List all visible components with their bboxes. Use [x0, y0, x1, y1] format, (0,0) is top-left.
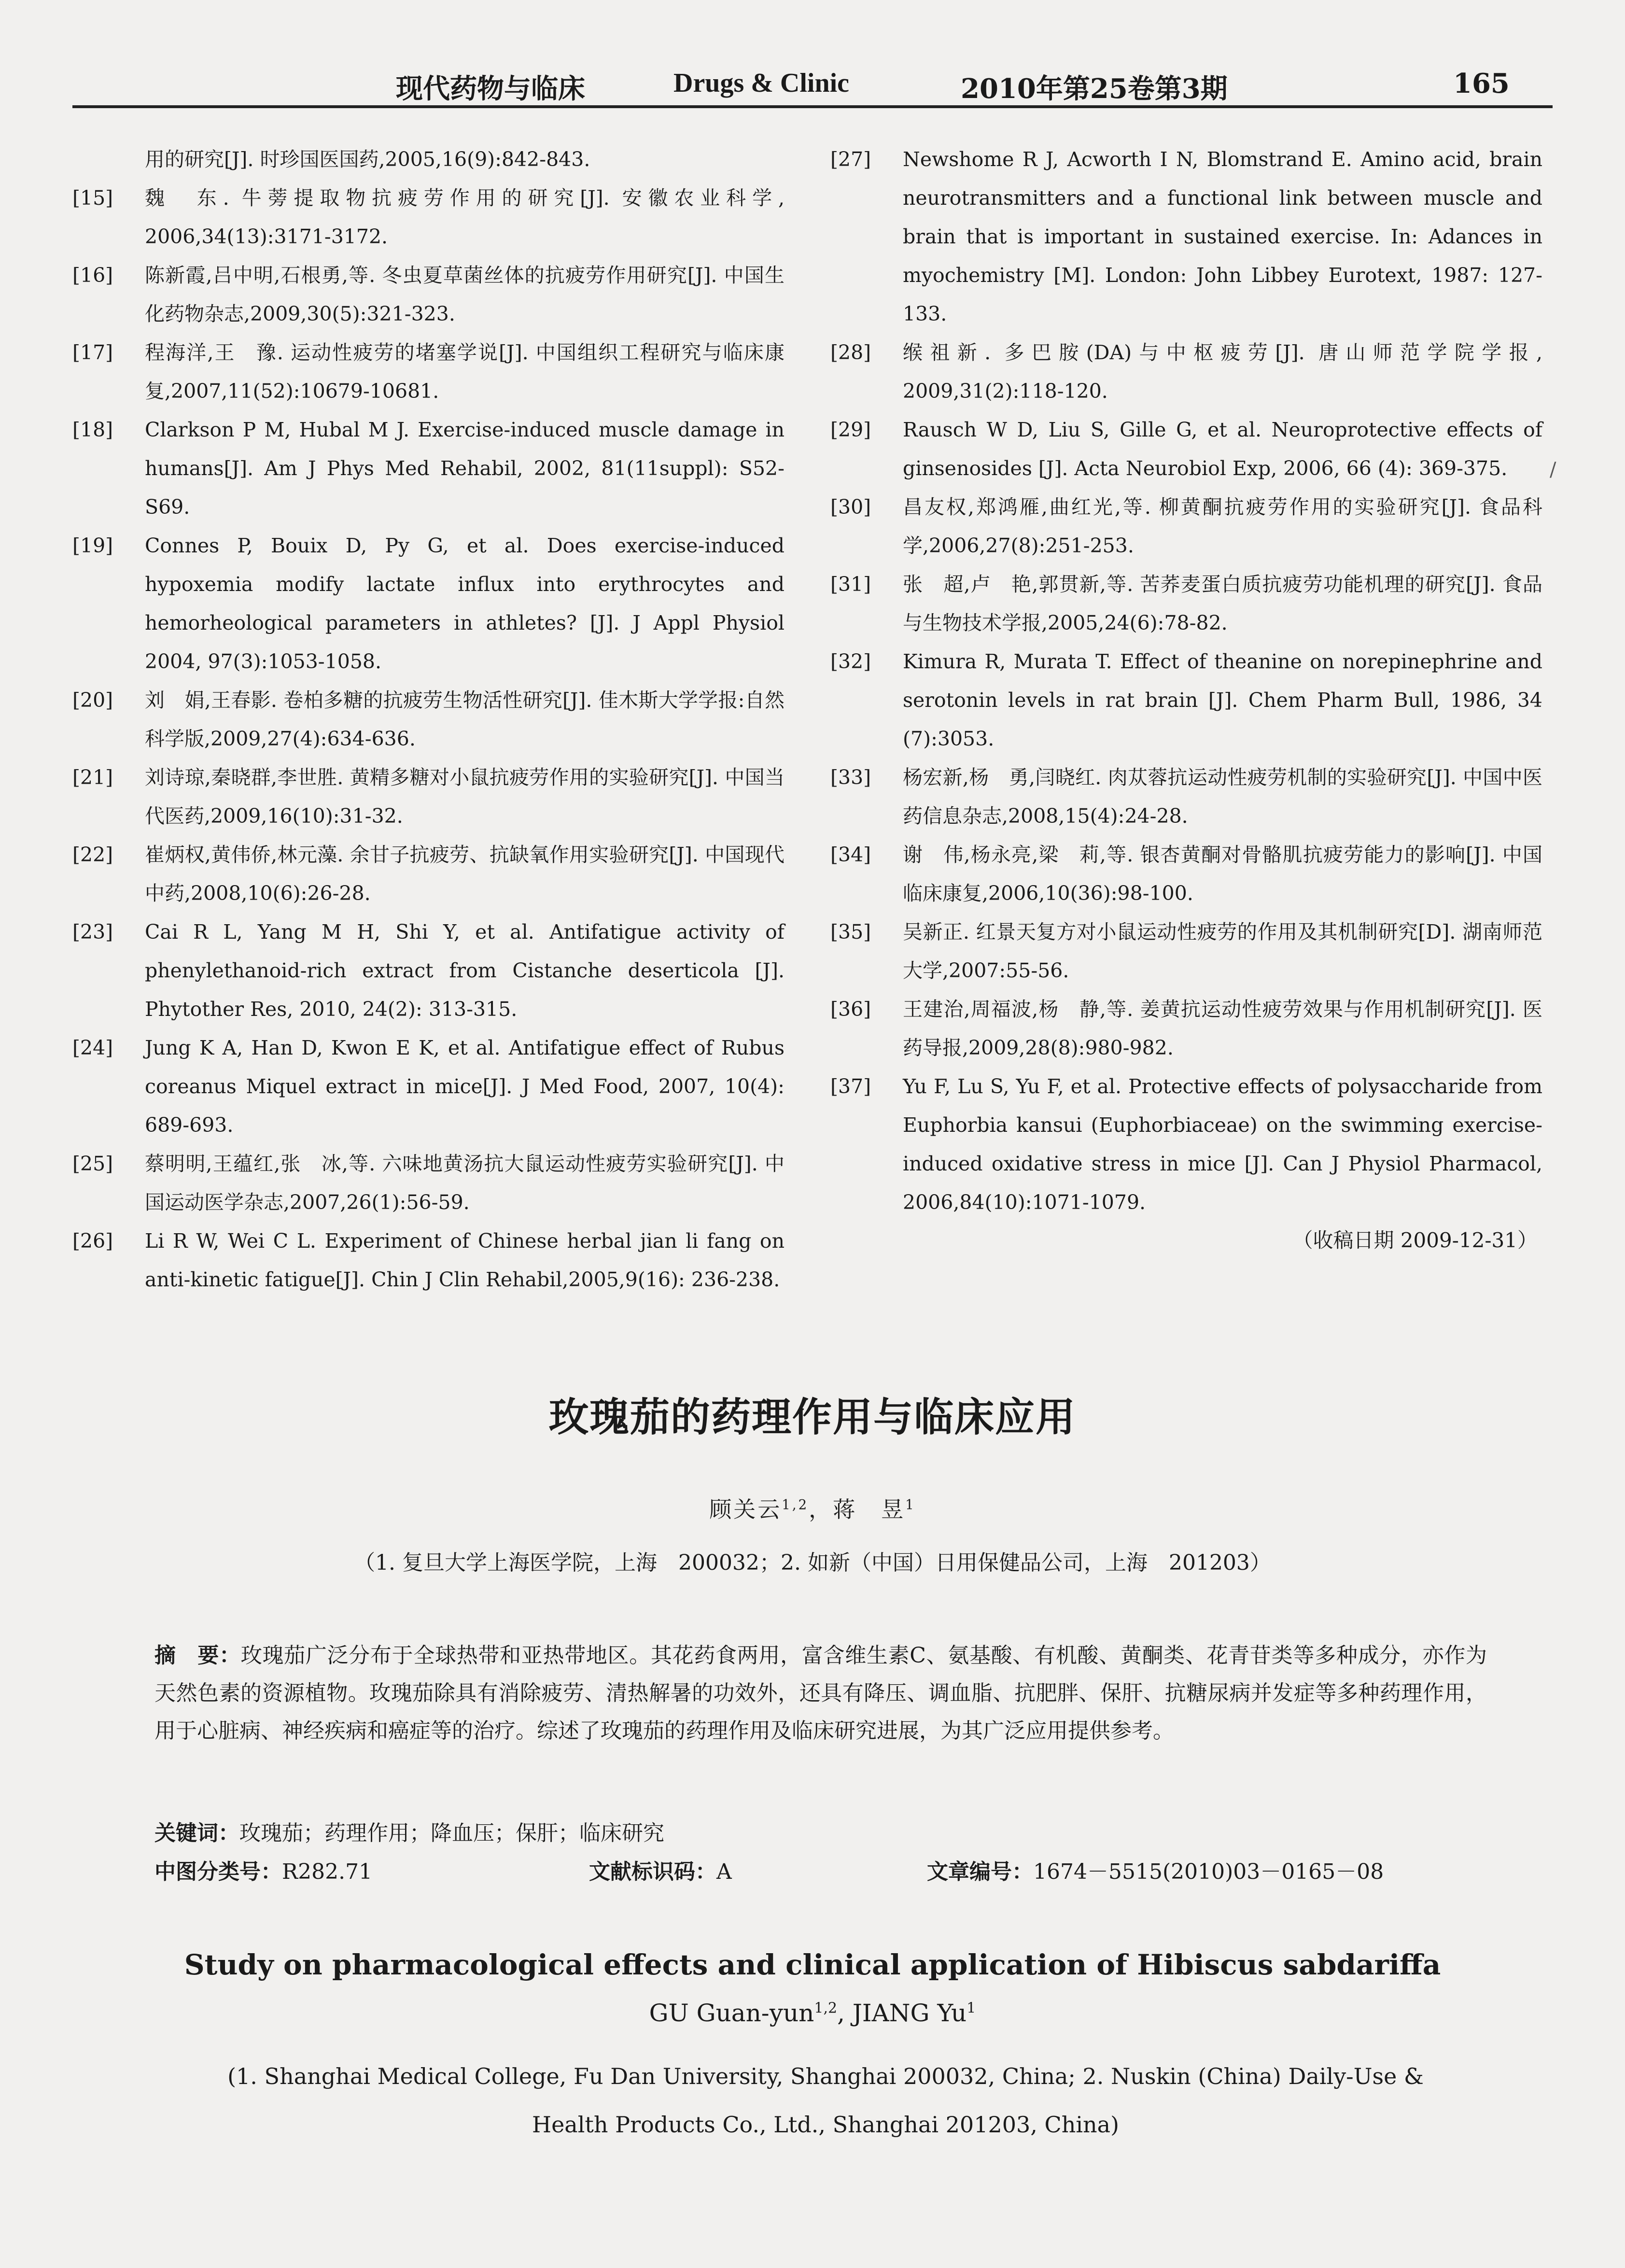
reference-item [830, 835, 1542, 913]
reference-text: 王建治,周福波,杨 静,等. 姜黄抗运动性疲劳效果与作用机制研究[J]. 医药导报,2009,28(8):980-982. [903, 998, 1542, 1059]
reference-number: [32] [830, 650, 871, 673]
reference-text: 张 超,卢 艳,郭贯新,等. 苦荞麦蛋白质抗疲劳功能机理的研究[J]. 食品与生物技术学报,2005,24(6):78-82. [903, 573, 1542, 634]
reference-text: 刘诗琼,秦晓群,李世胜. 黄精多糖对小鼠抗疲劳作用的实验研究[J]. 中国当代医药,2009,16(10):31-32. [145, 766, 784, 828]
reference-text: Rausch W D, Liu S, Gille G, et al. Neuroprotective effects of ginsenosides [J]. Acta Neurobiol Exp, 2006, 66 (4): 369-375. [903, 418, 1542, 480]
doc-code-value: A [716, 1859, 732, 1884]
running-header [0, 0, 1625, 105]
reference-text: Yu F, Lu S, Yu F, et al. Protective effects of polysaccharide from Euphorbia kansui (Euphorbiaceae) on the swimming exercise-induced oxidative stress in mice [J]. Can J Physiol Pharmacol, 2006,84(10):1071-1079. [903, 1075, 1542, 1214]
author-2-en: , JIANG Yu [837, 1999, 967, 2027]
doc-code-label: 文献标识码： [589, 1859, 716, 1884]
reference-number: [33] [830, 766, 871, 789]
reference-number: [25] [72, 1152, 113, 1175]
reference-text: 吴新正. 红景天复方对小鼠运动性疲劳的作用及其机制研究[D]. 湖南师范大学,2007:55-56. [903, 920, 1542, 982]
classification-line [154, 1854, 1487, 1885]
abstract-label: 摘 要： [154, 1643, 241, 1668]
margin-mark: / [1550, 459, 1556, 481]
reference-number: [28] [830, 341, 871, 364]
reference-item [72, 410, 784, 526]
reference-number: [35] [830, 920, 871, 944]
reference-text: 程海洋,王 豫. 运动性疲劳的堵塞学说[J]. 中国组织工程研究与临床康复,2007,11(52):10679-10681. [145, 341, 784, 403]
reference-item [830, 990, 1542, 1067]
reference-text: 陈新霞,吕中明,石根勇,等. 冬虫夏草菌丝体的抗疲劳作用研究[J]. 中国生化药物杂志,2009,30(5):321-323. [145, 264, 784, 325]
reference-number: [23] [72, 920, 113, 944]
reference-item [830, 410, 1542, 488]
reference-item [72, 913, 784, 1028]
references-left-column [72, 140, 784, 1299]
reference-text: 缑祖新. 多巴胺(DA)与中枢疲劳[J]. 唐山师范学院学报, 2009,31(2):118-120. [903, 341, 1542, 403]
references-right-column [830, 140, 1542, 1254]
reference-number: [22] [72, 843, 113, 866]
reference-item [72, 256, 784, 333]
reference-text: 谢 伟,杨永亮,梁 莉,等. 银杏黄酮对骨骼肌抗疲劳能力的影响[J]. 中国临床康复,2006,10(36):98-100. [903, 843, 1542, 905]
reference-item [830, 1067, 1542, 1222]
reference-number: [34] [830, 843, 871, 866]
author-1-en-affil: 1,2 [814, 2000, 838, 2017]
reference-text: 昌友权,郑鸿雁,曲红光,等. 柳黄酮抗疲劳作用的实验研究[J]. 食品科学,2006,27(8):251-253. [903, 495, 1542, 557]
reference-text: Connes P, Bouix D, Py G, et al. Does exercise-induced hypoxemia modify lactate influx into erythrocytes and hemorheological parameters in athletes? [J]. J Appl Physiol 2004, 97(3):1053-1058. [145, 534, 784, 673]
reference-text: 崔炳权,黄伟侨,林元藻. 余甘子抗疲劳、抗缺氧作用实验研究[J]. 中国现代中药,2008,10(6):26-28. [145, 843, 784, 905]
keywords-label: 关键词： [154, 1821, 239, 1845]
page-number: 165 [1453, 68, 1510, 99]
reference-number: [27] [830, 148, 871, 171]
reference-item [830, 488, 1542, 565]
reference-number: [37] [830, 1075, 871, 1098]
clc-value: R282.71 [282, 1859, 373, 1884]
keywords-text: 玫瑰茄；药理作用；降血压；保肝；临床研究 [239, 1821, 664, 1845]
received-date: （收稿日期 2009-12-31） [1292, 1228, 1538, 1252]
journal-name-zh: 现代药物与临床 [396, 73, 585, 105]
abstract-zh [154, 1637, 1487, 1750]
header-rule [72, 105, 1553, 108]
keywords-zh [154, 1816, 1487, 1846]
reference-text: Li R W, Wei C L. Experiment of Chinese herbal jian li fang on anti-kinetic fatigue[J]. Chin J Clin Rehabil,2005,9(16): 236-238. [145, 1229, 784, 1291]
reference-text: Clarkson P M, Hubal M J. Exercise-induced muscle damage in humans[J]. Am J Phys Med Rehabil, 2002, 81(11suppl): S52-S69. [145, 418, 784, 519]
reference-number: [21] [72, 766, 113, 789]
author-2-en-affil: 1 [967, 2000, 976, 2017]
reference-item [72, 1222, 784, 1299]
reference-number: [17] [72, 341, 113, 364]
reference-item [72, 1144, 784, 1222]
reference-item [830, 642, 1542, 758]
affiliations-en [174, 2052, 1477, 2149]
reference-item [72, 835, 784, 913]
reference-text: Cai R L, Yang M H, Shi Y, et al. Antifatigue activity of phenylethanoid-rich extract from Cistanche deserticola [J]. Phytother Res, 2010, 24(2): 313-315. [145, 920, 784, 1021]
reference-item [830, 140, 1542, 333]
reference-number: [24] [72, 1036, 113, 1059]
affiliations-zh: （1. 复旦大学上海医学院，上海 200032；2. 如新（中国）日用保健品公司，上海 201203） [354, 1550, 1271, 1575]
reference-text: Jung K A, Han D, Kwon E K, et al. Antifatigue effect of Rubus coreanus Miquel extract in mice[J]. J Med Food, 2007, 10(4): 689-693. [145, 1036, 784, 1137]
reference-number: [31] [830, 573, 871, 596]
reference-text: 用的研究[J]. 时珍国医国药,2005,16(9):842-843. [145, 148, 590, 171]
reference-item [72, 333, 784, 410]
article-no-label: 文章编号： [927, 1859, 1033, 1884]
reference-item [72, 758, 784, 835]
reference-number: [26] [72, 1229, 113, 1253]
references-section [72, 140, 1559, 1309]
reference-number: [18] [72, 418, 113, 441]
author-1-zh: 顾关云 [709, 1496, 782, 1522]
abstract-text: 玫瑰茄广泛分布于全球热带和亚热带地区。其花药食两用，富含维生素C、氨基酸、有机酸、黄酮类、花青苷类等多种成分，亦作为天然色素的资源植物。玫瑰茄除具有消除疲劳、清热解暑的功效外，还具有降压、调血脂、抗肥胖、保肝、抗糖尿病并发症等多种药理作用，用于心脏病、神经疾病和癌症等的治疗。综述了玫瑰茄的药理作用及临床研究进展，为其广泛应用提供参考。 [154, 1643, 1487, 1743]
article-title-en: Study on pharmacological effects and clinical application of Hibiscus sabdariffa [184, 1948, 1441, 1981]
reference-text: Kimura R, Murata T. Effect of theanine on norepinephrine and serotonin levels in rat brain [J]. Chem Pharm Bull, 1986, 34 (7):3053. [903, 650, 1542, 750]
reference-item [830, 565, 1542, 642]
reference-item [830, 758, 1542, 835]
affiliation-en-line-1: (1. Shanghai Medical College, Fu Dan University, Shanghai 200032, China; 2. Nuskin (China) Daily-Use & [227, 2063, 1424, 2089]
author-1-en: GU Guan-yun [649, 1999, 814, 2027]
reference-number: [29] [830, 418, 871, 441]
authors-zh [0, 1492, 1625, 1524]
reference-number: [36] [830, 998, 871, 1021]
reference-item [830, 913, 1542, 990]
author-2-zh: ，蒋 昱 [809, 1496, 906, 1522]
reference-text: 杨宏新,杨 勇,闫晓红. 肉苁蓉抗运动性疲劳机制的实验研究[J]. 中国中医药信息杂志,2008,15(4):24-28. [903, 766, 1542, 828]
author-2-zh-affil: 1 [905, 1496, 916, 1513]
reference-text: 刘 娟,王春影. 卷柏多糖的抗疲劳生物活性研究[J]. 佳木斯大学学报:自然科学版,2009,27(4):634-636. [145, 689, 784, 750]
author-1-zh-affil: 1,2 [782, 1496, 809, 1513]
article-no-value: 1674－5515(2010)03－0165－08 [1033, 1859, 1384, 1884]
authors-en [0, 1999, 1625, 2027]
reference-item [72, 179, 784, 256]
issue-info: 2010年第25卷第3期 [961, 73, 1228, 105]
clc-label: 中图分类号： [154, 1859, 282, 1884]
affiliation-en-line-2: Health Products Co., Ltd., Shanghai 201203, China) [532, 2112, 1120, 2138]
reference-text: 魏 东. 牛蒡提取物抗疲劳作用的研究[J]. 安徽农业科学, 2006,34(13):3171-3172. [145, 186, 784, 248]
reference-item [830, 333, 1542, 410]
reference-number: [20] [72, 689, 113, 712]
reference-text: 蔡明明,王蕴红,张 冰,等. 六味地黄汤抗大鼠运动性疲劳实验研究[J]. 中国运动医学杂志,2007,26(1):56-59. [145, 1152, 784, 1214]
article-title-zh: 玫瑰茄的药理作用与临床应用 [548, 1395, 1076, 1440]
reference-number: [16] [72, 264, 113, 287]
reference-item [72, 681, 784, 758]
reference-item [72, 526, 784, 681]
reference-number: [19] [72, 534, 113, 557]
reference-number: [30] [830, 495, 871, 519]
reference-text: Newshome R J, Acworth I N, Blomstrand E. Amino acid, brain neurotransmitters and a functional link between muscle and brain that is important in sustained exercise. In: Adances in myochemistry [M]. London: John Libbey Eurotext, 1987: 127-133. [903, 148, 1542, 325]
reference-number: [15] [72, 186, 113, 210]
journal-name-en: Drugs & Clinic [673, 68, 849, 98]
reference-item [72, 140, 784, 179]
reference-item [72, 1028, 784, 1144]
